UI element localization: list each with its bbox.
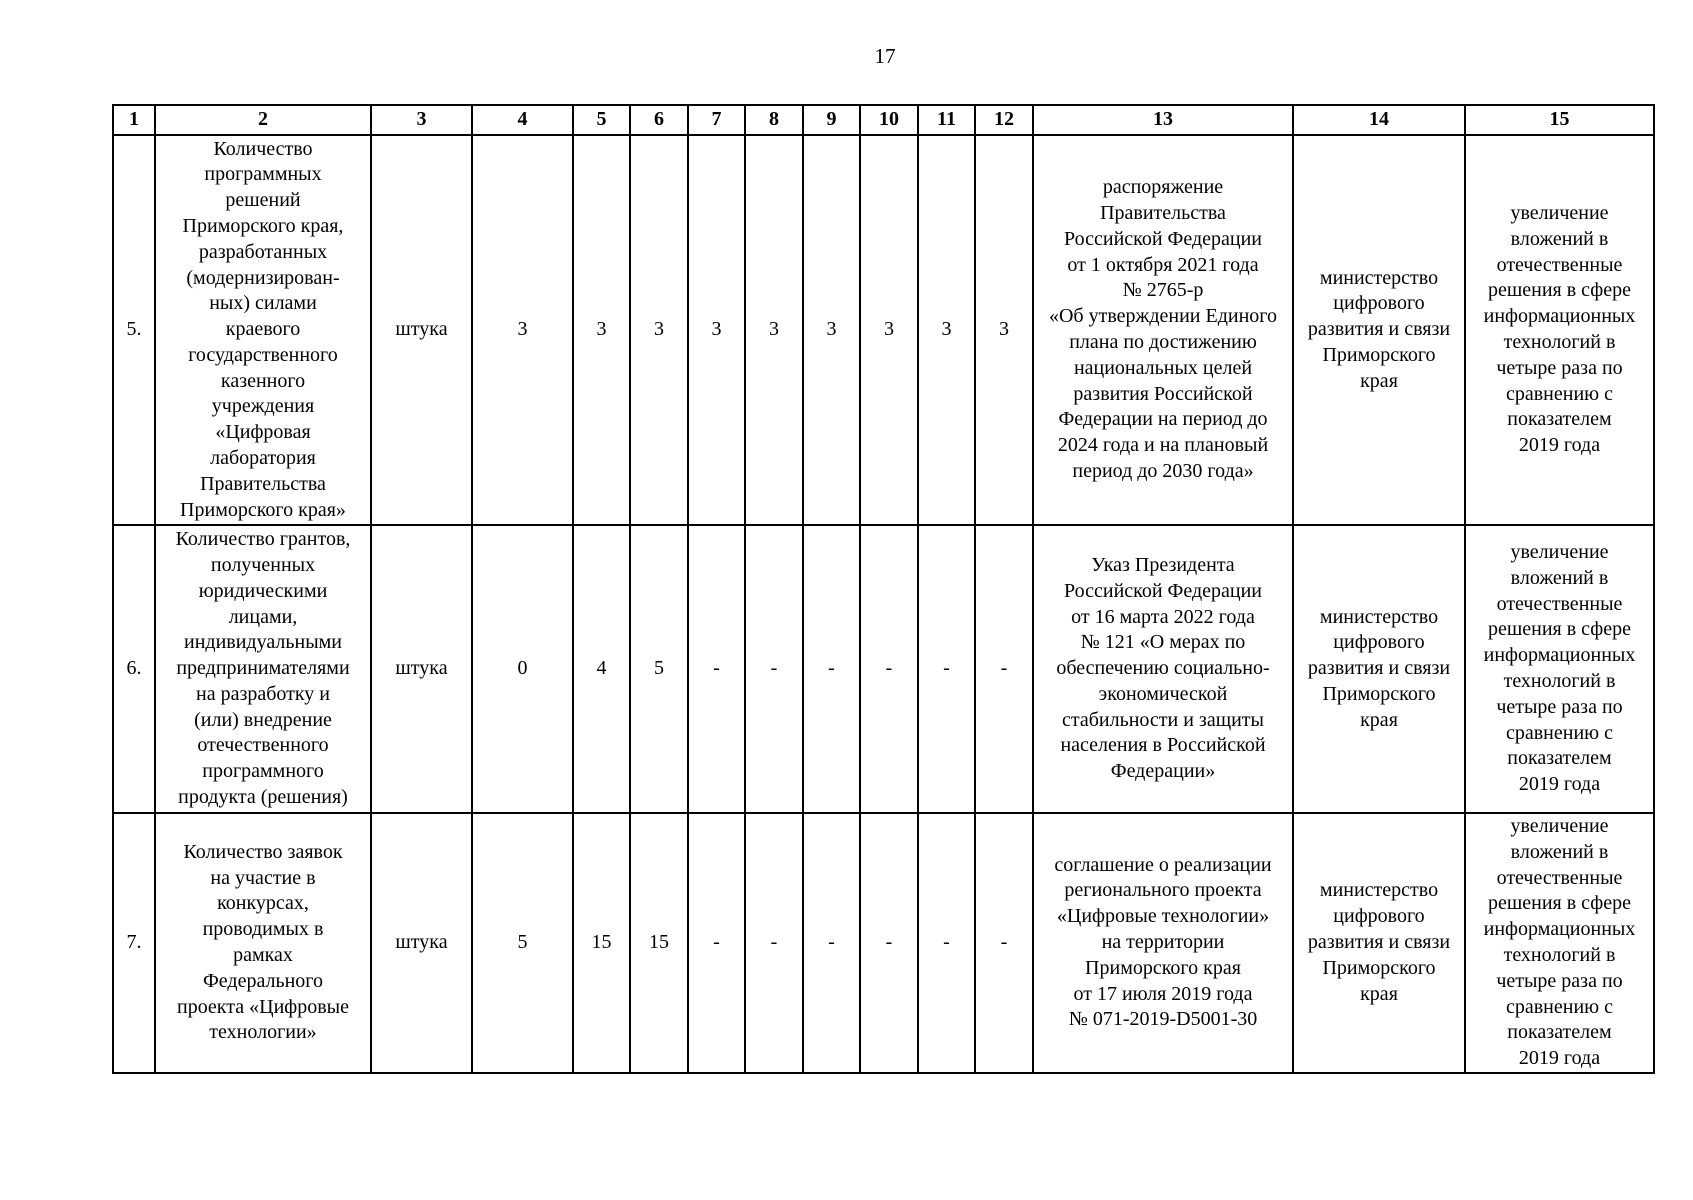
value-cell: - [688, 525, 745, 813]
header-cell: 7 [688, 105, 745, 135]
header-cell: 1 [113, 105, 155, 135]
legal-basis-cell: распоряжение Правительства Российской Федерации от 1 октября 2021 года № 2765-р «Об утверждении Единого плана по достижению национальных целей развития Российской Федерации на период до 2024 года и на плановый период до 2030 года» [1033, 135, 1293, 525]
indicator-name: Количество программных решений Приморского края, разработанных (модернизирован- ных) силами краевого государственного казенного учреждения «Цифровая лаборатория Правительства Приморского края» [155, 135, 371, 525]
value-cell: 3 [918, 135, 975, 525]
value-cell: - [975, 525, 1033, 813]
value-cell: - [860, 525, 918, 813]
legal-basis-cell: соглашение о реализации регионального проекта «Цифровые технологии» на территории Приморского края от 17 июля 2019 года № 071-2019-D5001-30 [1033, 813, 1293, 1073]
page-number: 17 [874, 44, 896, 68]
value-cell: - [918, 525, 975, 813]
header-cell: 11 [918, 105, 975, 135]
header-cell: 13 [1033, 105, 1293, 135]
value-cell: 3 [688, 135, 745, 525]
header-cell: 14 [1293, 105, 1465, 135]
row-number: 7. [113, 813, 155, 1073]
value-cell: 3 [975, 135, 1033, 525]
responsible-cell: министерство цифрового развития и связи Приморского края [1293, 813, 1465, 1073]
unit-cell: штука [371, 813, 472, 1073]
result-cell: увеличение вложений в отечественные решения в сфере информационных технологий в четыре раза по сравнению с показателем 2019 года [1465, 525, 1654, 813]
table-row [113, 525, 1654, 813]
value-cell: - [918, 813, 975, 1073]
value-cell: 15 [573, 813, 630, 1073]
header-cell: 2 [155, 105, 371, 135]
header-cell: 6 [630, 105, 688, 135]
value-cell: 3 [472, 135, 573, 525]
header-cell: 8 [745, 105, 803, 135]
value-cell: 0 [472, 525, 573, 813]
value-cell: 15 [630, 813, 688, 1073]
legal-basis-cell: Указ Президента Российской Федерации от 16 марта 2022 года № 121 «О мерах по обеспечению социально- экономической стабильности и защиты населения в Российской Федерации» [1033, 525, 1293, 813]
unit-cell: штука [371, 525, 472, 813]
row-number: 5. [113, 135, 155, 525]
value-cell: 5 [630, 525, 688, 813]
value-cell: - [860, 813, 918, 1073]
value-cell: 3 [745, 135, 803, 525]
value-cell: - [975, 813, 1033, 1073]
value-cell: 4 [573, 525, 630, 813]
row-number: 6. [113, 525, 155, 813]
header-cell: 12 [975, 105, 1033, 135]
header-cell: 4 [472, 105, 573, 135]
value-cell: 5 [472, 813, 573, 1073]
value-cell: 3 [630, 135, 688, 525]
indicators-table [112, 104, 1655, 1074]
unit-cell: штука [371, 135, 472, 525]
value-cell: - [803, 813, 860, 1073]
value-cell: - [688, 813, 745, 1073]
value-cell: 3 [860, 135, 918, 525]
table-row [113, 135, 1654, 525]
value-cell: - [745, 813, 803, 1073]
indicator-name: Количество грантов, полученных юридическими лицами, индивидуальными предпринимателями на разработку и (или) внедрение отечественного программного продукта (решения) [155, 525, 371, 813]
result-cell: увеличение вложений в отечественные решения в сфере информационных технологий в четыре раза по сравнению с показателем 2019 года [1465, 135, 1654, 525]
value-cell: 3 [803, 135, 860, 525]
header-cell: 15 [1465, 105, 1654, 135]
result-cell: увеличение вложений в отечественные решения в сфере информационных технологий в четыре раза по сравнению с показателем 2019 года [1465, 813, 1654, 1073]
value-cell: - [803, 525, 860, 813]
responsible-cell: министерство цифрового развития и связи Приморского края [1293, 525, 1465, 813]
header-cell: 5 [573, 105, 630, 135]
table-row [113, 813, 1654, 1073]
header-cell: 9 [803, 105, 860, 135]
value-cell: - [745, 525, 803, 813]
header-cell: 10 [860, 105, 918, 135]
responsible-cell: министерство цифрового развития и связи Приморского края [1293, 135, 1465, 525]
indicator-name: Количество заявок на участие в конкурсах, проводимых в рамках Федерального проекта «Цифровые технологии» [155, 813, 371, 1073]
value-cell: 3 [573, 135, 630, 525]
header-cell: 3 [371, 105, 472, 135]
header-row [113, 105, 1654, 135]
